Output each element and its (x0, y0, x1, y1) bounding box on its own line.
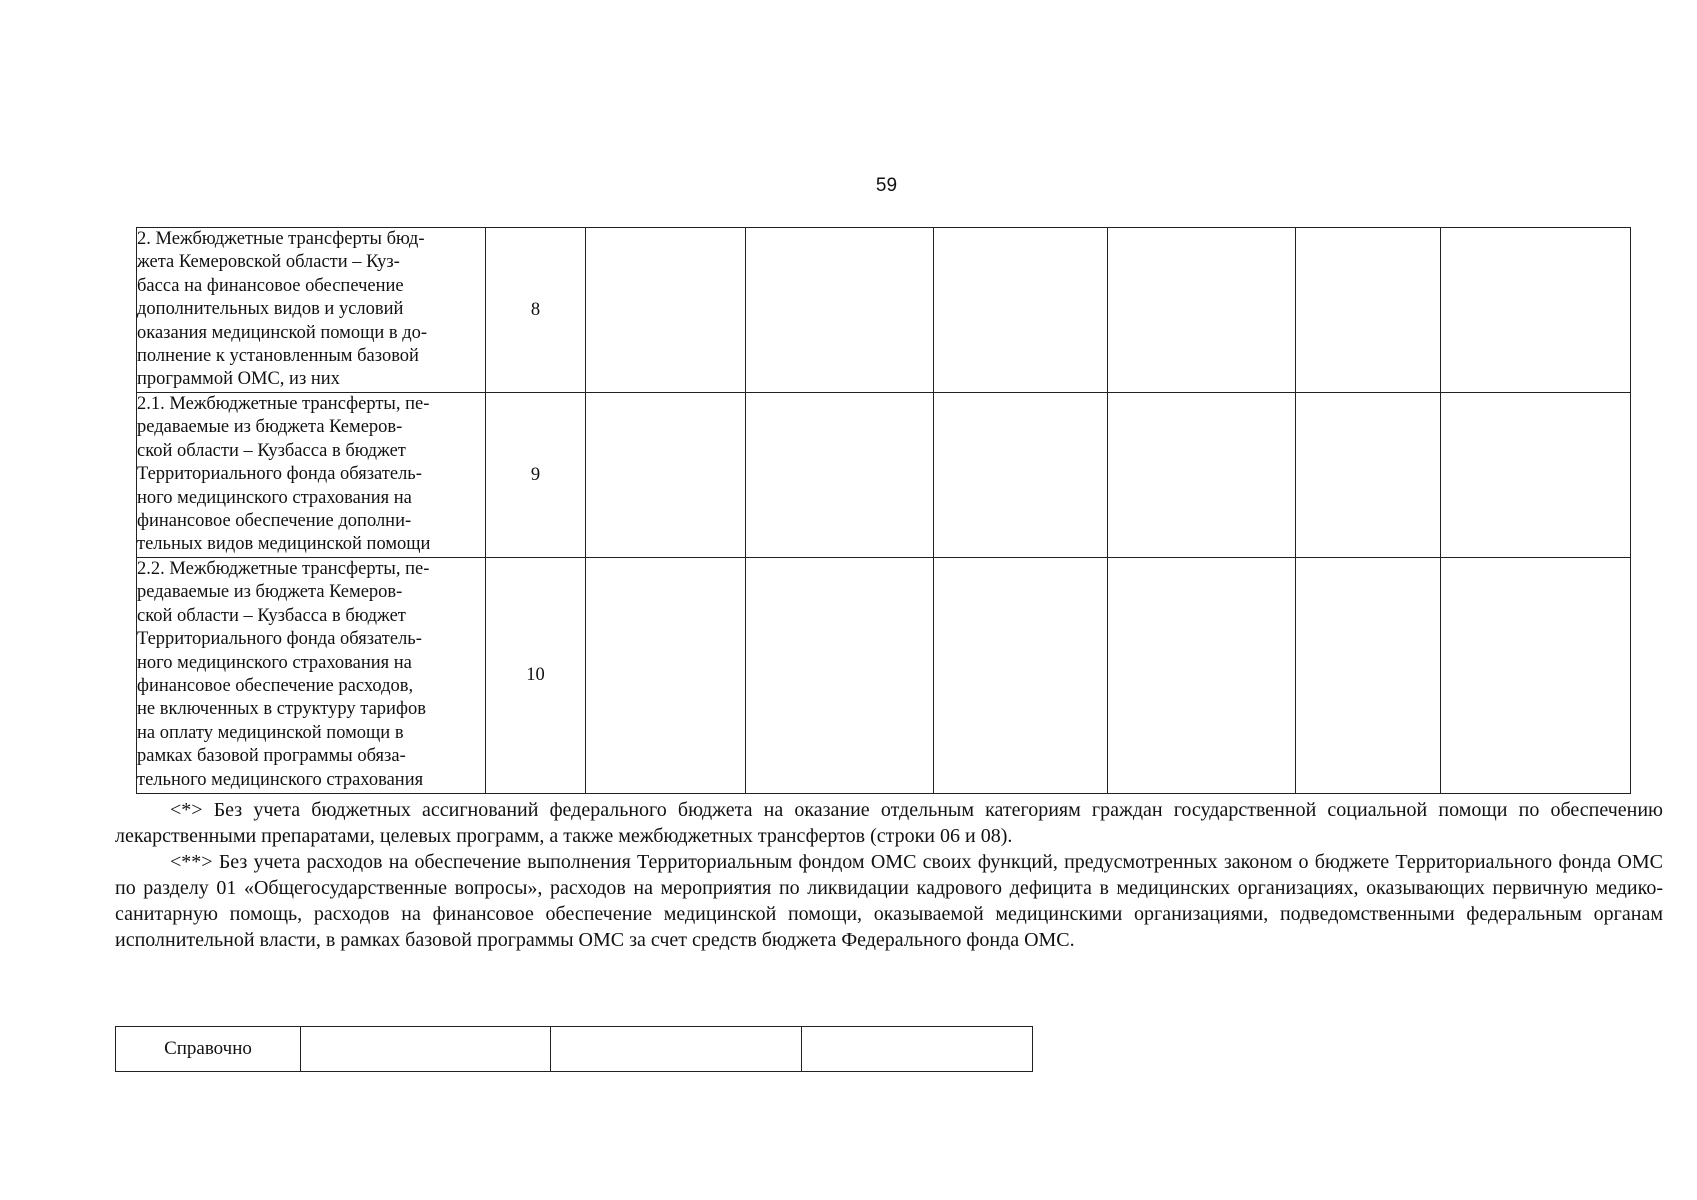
label-line: ного медицинского страхования на (137, 487, 412, 508)
empty-cell (551, 1027, 802, 1072)
label-line: финансовое обеспечение расходов, (137, 676, 414, 697)
footnotes (115, 797, 1663, 953)
label-line: полнение к установленным базовой (137, 346, 419, 367)
empty-cell (1108, 393, 1296, 558)
label-line: оказания медицинской помощи в до- (137, 322, 428, 343)
empty-cell (746, 228, 934, 393)
empty-cell (746, 393, 934, 558)
footnote-single-asterisk: <*> Без учета бюджетных ассигнований федерального бюджета на оказание отдельным категориям граждан государственной социальной помощи по обеспечению лекарственными препаратами, целевых программ, а также межбюджетных трансфертов (строки 06 и 08). (115, 799, 1663, 847)
label-line: программой ОМС, из них (137, 369, 340, 390)
label-line: Территориального фонда обязатель- (137, 464, 422, 485)
empty-cell (1108, 228, 1296, 393)
empty-cell (1296, 558, 1441, 794)
empty-cell (586, 558, 746, 794)
empty-cell (934, 558, 1108, 794)
label-line: жета Кемеровской области – Куз- (137, 252, 400, 273)
empty-cell (934, 228, 1108, 393)
label-line: редаваемые из бюджета Кемеров- (137, 582, 403, 603)
empty-cell (586, 228, 746, 393)
label-line: на оплату медицинской помощи в (137, 722, 404, 743)
table-row (116, 1027, 1033, 1072)
table-row (137, 393, 1631, 558)
empty-cell (1441, 393, 1631, 558)
empty-cell (1441, 228, 1631, 393)
label-line: тельных видов медицинской помощи (137, 534, 431, 555)
label-line: не включенных в структуру тарифов (137, 699, 426, 720)
label-line: ного медицинского страхования на (137, 652, 412, 673)
empty-cell (1296, 228, 1441, 393)
empty-cell (1441, 558, 1631, 794)
label-line: 2.2. Межбюджетные трансферты, пе- (137, 559, 430, 579)
table-row (137, 558, 1631, 794)
footnote-double-asterisk: <**> Без учета расходов на обеспечение выполнения Территориальным фондом ОМС своих функций, предусмотренных законом о бюджете Территориального фонда ОМС по разделу 01 «Общегосударственные вопросы», расходов на мероприятия по ликвидации кадрового дефицита в медицинских организациях, оказывающих первичную медико-санитарную помощь, расходов на финансовое обеспечение медицинской помощи, оказываемой медицинскими организациями, подведомственными федеральным органам исполнительной власти, в рамках базовой программы ОМС за счет средств бюджета Федерального фонда ОМС. (115, 851, 1663, 951)
row-code: 9 (486, 393, 586, 558)
row-label (137, 393, 486, 558)
label-line: тельного медицинского страхования (137, 769, 424, 790)
budget-table (136, 227, 1631, 794)
label-line: 2.1. Межбюджетные трансферты, пе- (137, 394, 430, 414)
empty-cell (586, 393, 746, 558)
empty-cell (1108, 558, 1296, 794)
row-label (137, 228, 486, 393)
label-line: Территориального фонда обязатель- (137, 629, 422, 650)
empty-cell (802, 1027, 1033, 1072)
label-line: финансовое обеспечение дополни- (137, 511, 412, 532)
reference-label: Справочно (116, 1027, 301, 1072)
page-number: 59 (875, 175, 898, 196)
row-label (137, 558, 486, 794)
empty-cell (301, 1027, 551, 1072)
reference-table (115, 1026, 1033, 1072)
row-code: 8 (486, 228, 586, 393)
label-line: 2. Межбюджетные трансферты бюд- (137, 229, 425, 249)
empty-cell (1296, 393, 1441, 558)
empty-cell (746, 558, 934, 794)
empty-cell (934, 393, 1108, 558)
label-line: дополнительных видов и условий (137, 299, 404, 320)
row-code: 10 (486, 558, 586, 794)
label-line: ской области – Кузбасса в бюджет (137, 440, 406, 461)
label-line: басса на финансовое обеспечение (137, 275, 404, 296)
label-line: ской области – Кузбасса в бюджет (137, 605, 406, 626)
table-row (137, 228, 1631, 393)
label-line: редаваемые из бюджета Кемеров- (137, 417, 403, 438)
label-line: рамках базовой программы обяза- (137, 746, 406, 767)
